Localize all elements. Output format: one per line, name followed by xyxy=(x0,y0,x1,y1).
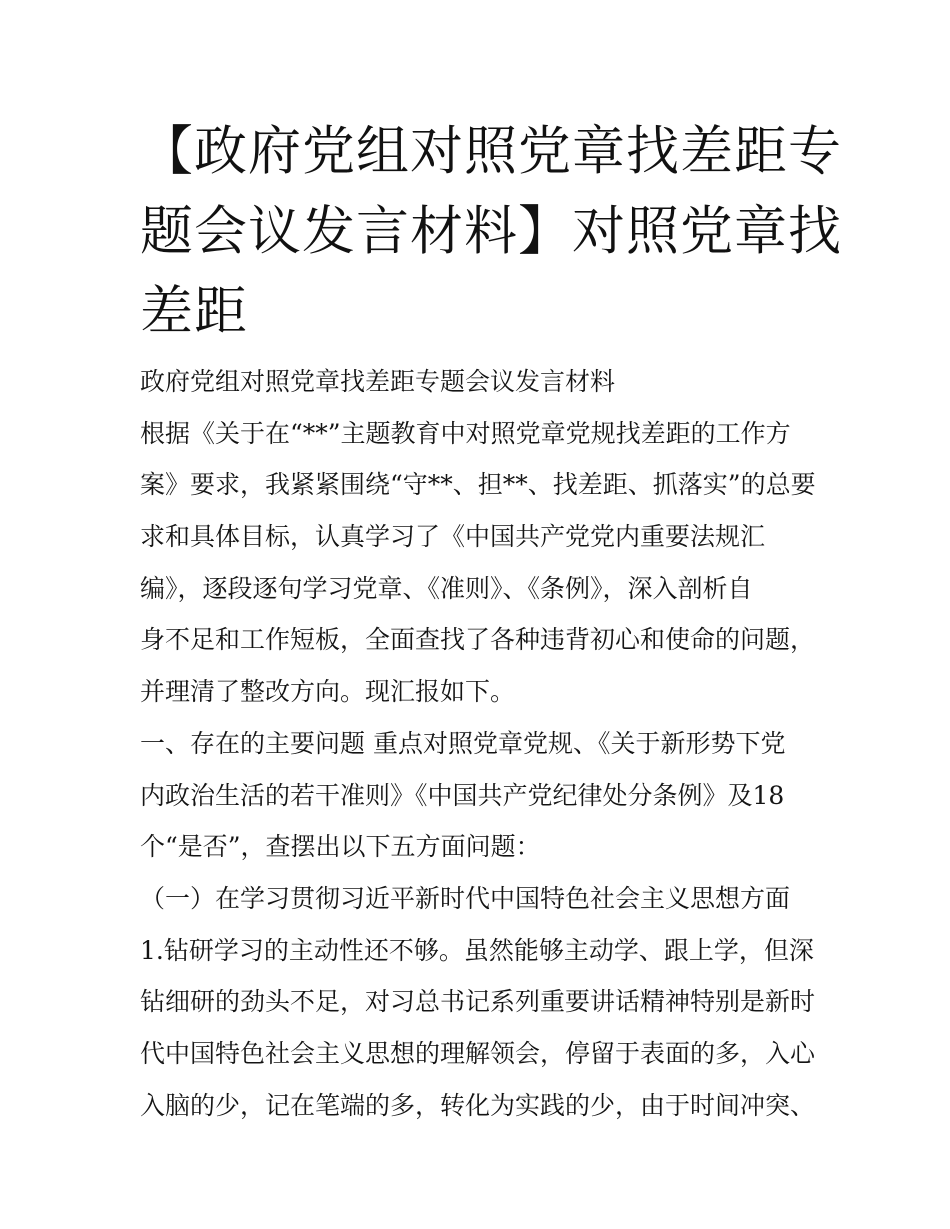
body-line: 内政治生活的若干准则》《中国共产党纪律处分条例》及18 xyxy=(140,780,785,810)
body-line: 身不足和工作短板，全面查找了各种违背初心和使命的问题， xyxy=(140,625,816,655)
section-heading-line: 一、存在的主要问题 重点对照党章党规、《关于新形势下党 xyxy=(140,728,786,758)
body-line: 案》要求，我紧紧围绕“守**、担**、找差距、抓落实”的总要 xyxy=(140,470,816,500)
document-body xyxy=(140,356,840,1131)
body-line: 入脑的少，记在笔端的多，转化为实践的少，由于时间冲突、 xyxy=(140,1090,816,1120)
body-line: 个“是否”，查摆出以下五方面问题： xyxy=(140,832,541,862)
body-line: 钻细研的劲头不足，对习总书记系列重要讲话精神特别是新时 xyxy=(140,987,816,1017)
body-line: 代中国特色社会主义思想的理解领会，停留于表面的多，入心 xyxy=(140,1038,816,1068)
title-line: 差距 xyxy=(140,281,248,342)
body-line: 根据《关于在“**”主题教育中对照党章党规找差距的工作方 xyxy=(140,418,791,448)
body-subtitle: 政府党组对照党章找差距专题会议发言材料 xyxy=(140,367,616,396)
document-title xyxy=(140,112,840,352)
subsection-heading: （一）在学习贯彻习近平新时代中国特色社会主义思想方面 xyxy=(140,883,791,913)
title-line: 题会议发言材料】对照党章找 xyxy=(140,201,842,262)
title-line: 【政府党组对照党章找差距专 xyxy=(140,121,842,182)
body-line: 1.钻研学习的主动性还不够。虽然能够主动学、跟上学，但深 xyxy=(140,935,814,965)
body-line: 编》，逐段逐句学习党章、《准则》、《条例》，深入剖析自 xyxy=(140,573,753,603)
body-line: 求和具体目标，认真学习了《中国共产党党内重要法规汇 xyxy=(140,522,766,552)
body-line: 并理清了整改方向。现汇报如下。 xyxy=(140,677,516,707)
